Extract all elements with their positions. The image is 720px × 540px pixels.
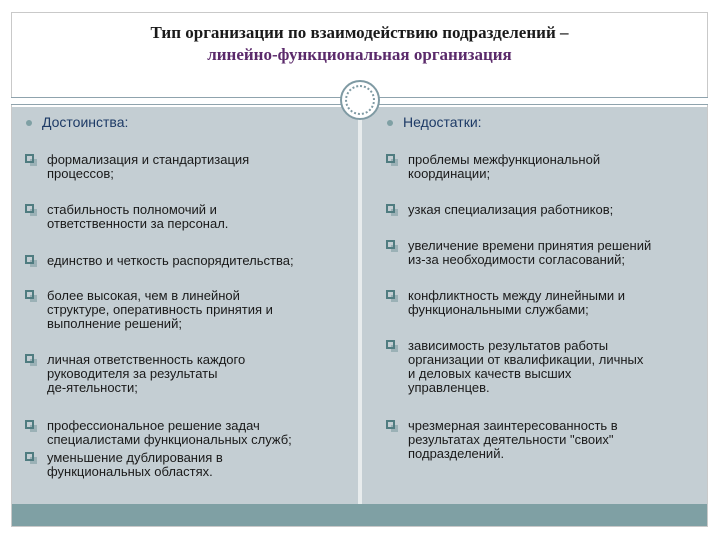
disadvantage-item-text: зависимость результатов работы организации от квалификации, личных и деловых качеств высших управленцев. xyxy=(408,338,644,395)
checkbox-bullet-icon xyxy=(25,290,34,299)
disadvantage-item xyxy=(386,203,613,217)
advantage-item xyxy=(25,451,223,479)
advantage-item-text: профессиональное решение задач специалистами функциональных служб; xyxy=(47,418,292,447)
title-line-1: Тип организации по взаимодействию подразделений – xyxy=(150,23,569,42)
disadvantage-item xyxy=(386,239,651,267)
advantage-item xyxy=(25,254,294,268)
disadvantage-item-text: увеличение времени принятия решений из-за необходимости согласований; xyxy=(408,238,652,267)
checkbox-bullet-icon xyxy=(25,354,34,363)
advantage-item-text: единство и четкость распорядительства; xyxy=(47,253,294,268)
dot-icon xyxy=(26,120,32,126)
checkbox-bullet-icon xyxy=(25,154,34,163)
circle-ornament-inner-icon xyxy=(345,85,375,115)
disadvantage-item xyxy=(386,419,618,461)
advantage-item-text: формализация и стандартизация процессов; xyxy=(47,152,250,181)
advantage-item xyxy=(25,153,249,181)
advantages-heading-text: Достоинства: xyxy=(42,114,129,130)
disadvantage-item-text: конфликтность между линейными и функциональными службами; xyxy=(408,288,626,317)
checkbox-bullet-icon xyxy=(386,290,395,299)
checkbox-bullet-icon xyxy=(25,452,34,461)
disadvantage-item-text: чрезмерная заинтересованность в результатах деятельности "своих" подразделений. xyxy=(408,418,618,461)
advantage-item xyxy=(25,419,292,447)
advantage-item xyxy=(25,289,273,331)
checkbox-bullet-icon xyxy=(386,204,395,213)
disadvantage-item xyxy=(386,339,643,395)
advantage-item xyxy=(25,203,228,231)
advantage-item-text: более высокая, чем в линейной структуре, оперативность принятия и выполнение решений; xyxy=(47,288,273,331)
disadvantage-item-text: узкая специализация работников; xyxy=(408,202,614,217)
checkbox-bullet-icon xyxy=(386,240,395,249)
checkbox-bullet-icon xyxy=(25,255,34,264)
column-separator xyxy=(358,107,362,504)
disadvantages-heading-text: Недостатки: xyxy=(403,114,482,130)
checkbox-bullet-icon xyxy=(25,204,34,213)
disadvantages-heading xyxy=(387,114,482,130)
slide-title xyxy=(11,22,708,66)
advantages-heading xyxy=(26,114,128,130)
checkbox-bullet-icon xyxy=(25,420,34,429)
disadvantage-item xyxy=(386,289,625,317)
checkbox-bullet-icon xyxy=(386,154,395,163)
footer-bar xyxy=(12,504,707,526)
title-line-2: линейно-функциональная организация xyxy=(207,45,512,64)
checkbox-bullet-icon xyxy=(386,340,395,349)
disadvantage-item-text: проблемы межфункциональной координации; xyxy=(408,152,601,181)
checkbox-bullet-icon xyxy=(386,420,395,429)
advantage-item-text: уменьшение дублирования в функциональных областях. xyxy=(47,450,223,479)
advantage-item xyxy=(25,353,245,395)
disadvantage-item xyxy=(386,153,600,181)
advantage-item-text: личная ответственность каждого руководителя за результаты де-ятельности; xyxy=(47,352,246,395)
dot-icon xyxy=(387,120,393,126)
advantage-item-text: стабильность полномочий и ответственности за персонал. xyxy=(47,202,229,231)
